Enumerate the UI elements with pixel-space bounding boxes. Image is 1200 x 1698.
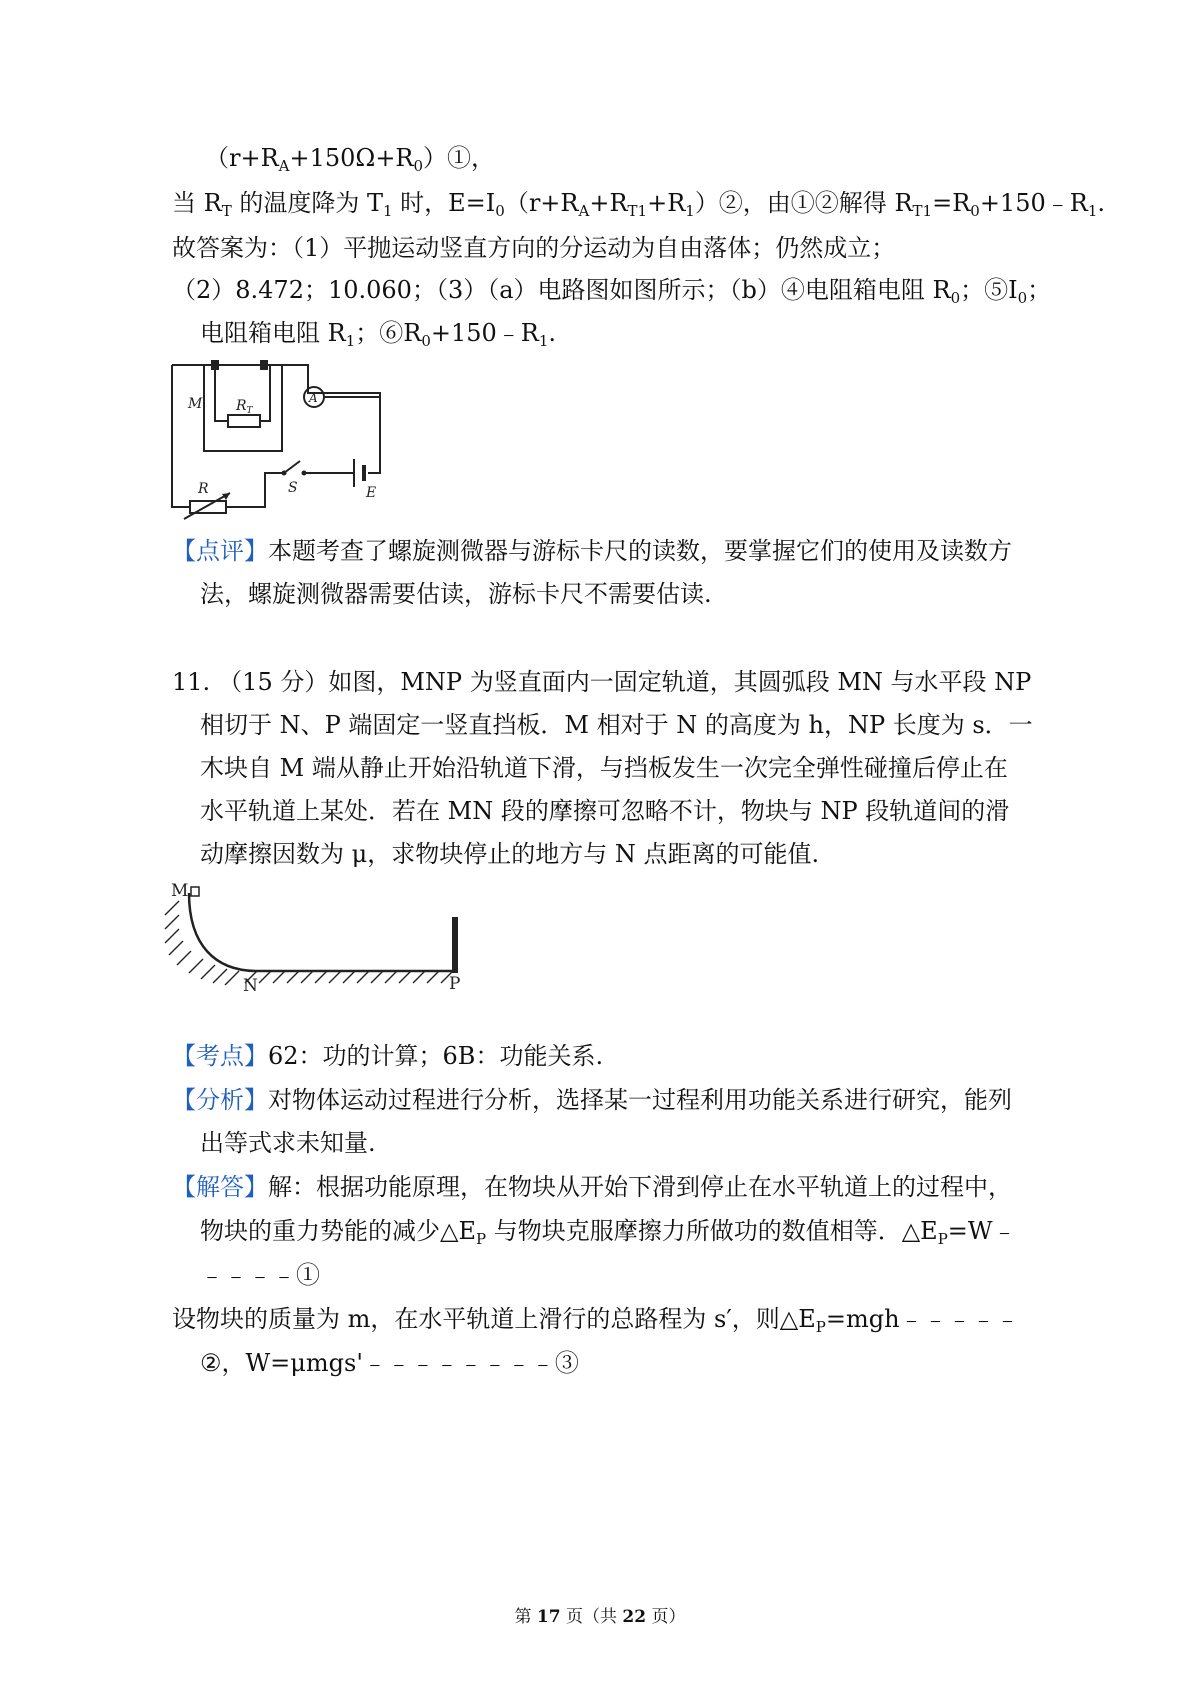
jieda-line-1: 【解答】解：根据功能原理，在物块从开始下滑到停止在水平轨道上的过程中， [172,1173,1012,1201]
circuit-label-R: R [198,481,209,497]
solution-line-4: （2）8.472；10.060；（3）（a）电路图如图所示；（b）④电阻箱电阻 $R_0$；$⑤I_0$； [172,276,1052,307]
jieda-line-2: 物块的重力势能的减少$\triangle E_P$ 与物块克服摩擦力所做功的数值相等．$\triangle E_P=W﹣$ [200,1217,1017,1248]
comment-line-1: 【点评】本题考查了螺旋测微器与游标卡尺的读数，要掌握它们的使用及读数方 [172,537,1012,565]
question-number: 11. [172,668,211,696]
comment-tag: 【点评】 [172,537,268,565]
comment-line-2: 法，螺旋测微器需要估读，游标卡尺不需要估读. [200,580,712,608]
solution-line-2: 当 $R_T$ 的温度降为 $T_1$ 时，$E=I_0(r+R_A+R_{T1}+R_1)②$，由①②解得 $R_{T1}=R_0+150﹣R_1$. [172,189,1105,220]
jieda-line-3: ﹣﹣﹣﹣① [200,1261,320,1289]
question-line-2: 相切于 N、P 端固定一竖直挡板．M 相对于 N 的高度为 h，NP 长度为 s．一 [200,711,1033,739]
kaodian-tag: 【考点】 [172,1042,268,1070]
question-line-3: 木块自 M 端从静止开始沿轨道下滑，与挡板发生一次完全弹性碰撞后停止在 [200,754,1008,782]
track-diagram [165,875,475,995]
track-label-N: N [243,976,258,996]
kaodian-line: 【考点】62：功的计算；6B：功能关系. [172,1042,604,1070]
circuit-label-S: S [288,480,298,496]
jieda-line-5: ②，W=μmgs'﹣﹣﹣﹣﹣﹣﹣﹣③ [200,1349,579,1377]
solution-line-5: 电阻箱电阻 $R_1$；$⑥R_0+150﹣R_1$. [200,319,557,350]
page-total: 22 [622,1607,647,1627]
fenxi-line-2: 出等式求未知量. [200,1129,376,1157]
question-line-4: 水平轨道上某处．若在 MN 段的摩擦可忽略不计，物块与 NP 段轨道间的滑 [200,797,1010,825]
track-label-M: M [171,881,189,901]
circuit-label-M: M [188,396,203,412]
fenxi-line-1: 【分析】对物体运动过程进行分析，选择某一过程利用功能关系进行研究，能列 [172,1086,1012,1114]
solution-line-1: $(r+R_A+150\Omega+R_0)①$， [205,144,496,175]
circuit-label-A: A [309,391,318,405]
question-line-1: 11. （15 分）如图，MNP 为竖直面内一固定轨道，其圆弧段 MN 与水平段 NP [172,668,1032,696]
circuit-label-RT: $R_T$ [236,398,253,416]
page-footer: 第 17 页（共 22 页） [514,1607,686,1627]
circuit-diagram [160,355,400,525]
fenxi-tag: 【分析】 [172,1086,268,1114]
circuit-label-E: E [366,485,377,501]
solution-line-3: 故答案为：（1）平抛运动竖直方向的分运动为自由落体；仍然成立； [172,234,896,262]
jieda-line-4: 设物块的质量为 m，在水平轨道上滑行的总路程为 s′，则$\triangle E_P=mgh﹣﹣﹣﹣﹣$ [172,1305,1020,1336]
page-number: 17 [536,1607,561,1627]
question-line-5: 动摩擦因数为 μ，求物块停止的地方与 N 点距离的可能值. [200,840,820,868]
jieda-tag: 【解答】 [172,1173,268,1201]
track-label-P: P [449,974,461,994]
